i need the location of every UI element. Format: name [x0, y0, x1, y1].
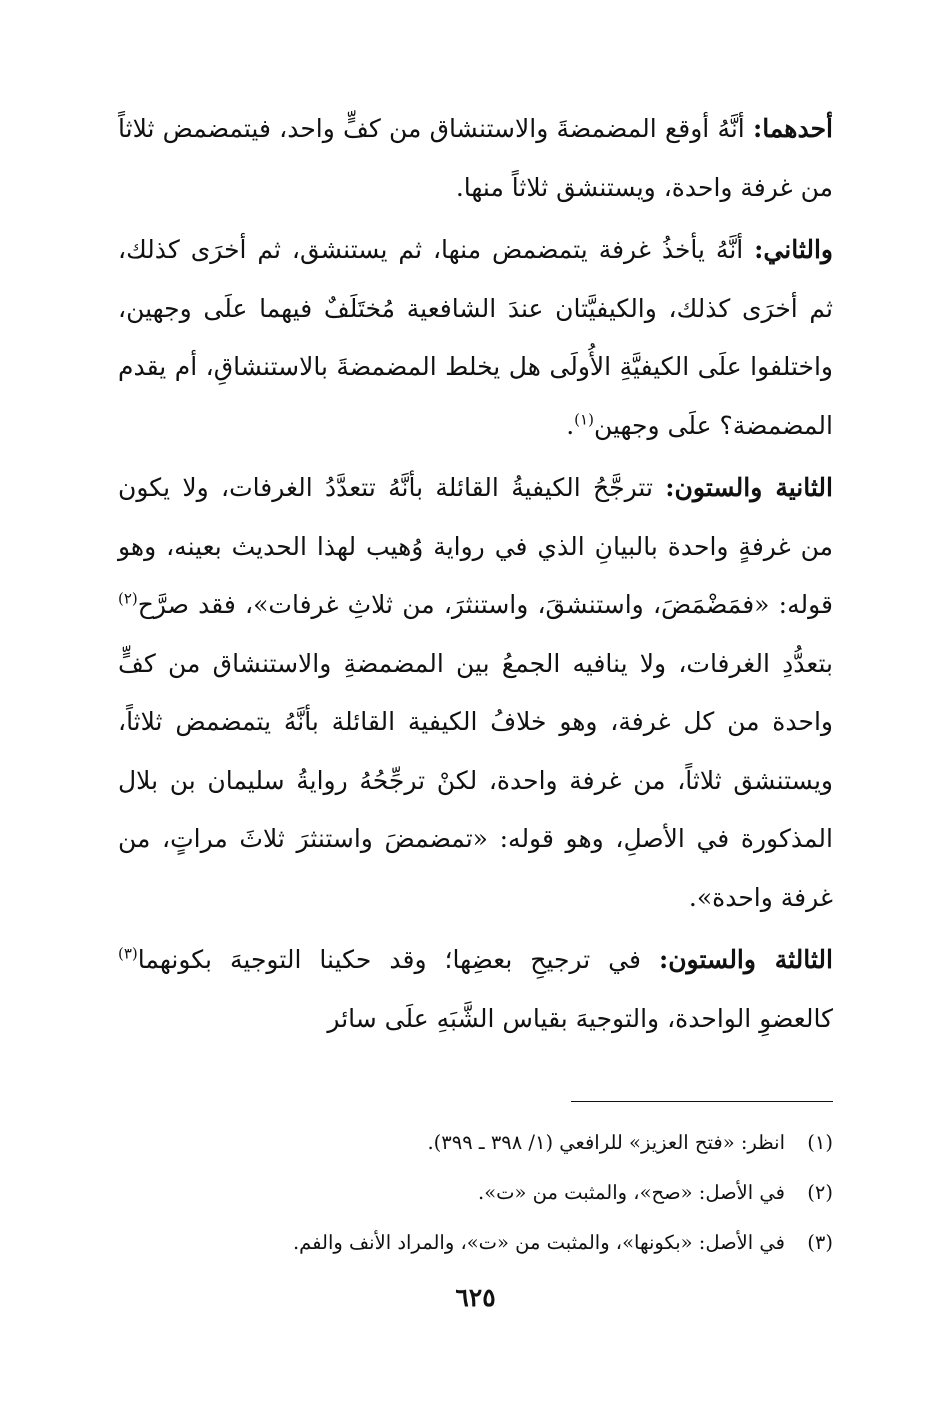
- footnote-marker[interactable]: (٢): [118, 589, 138, 608]
- paragraph-tail: .: [566, 410, 575, 440]
- footnote-text: في الأصل: «بكونها»، والمثبت من «ت»، والمراد الأنف والفم.: [292, 1231, 785, 1254]
- paragraph-text: أنَّهُ أوقع المضمضةَ والاستنشاق من كفٍّ واحد، فيتمضمض ثلاثاً من غرفة واحدة، ويستنشق ثلاثاً منها.: [118, 114, 833, 202]
- paragraph-sixty-three: [118, 931, 833, 1048]
- footnote-item: [118, 1118, 833, 1168]
- paragraph-sixty-two: [118, 459, 833, 927]
- footnote-divider: [571, 1101, 833, 1102]
- paragraph-tail: بتعدُّدِ الغرفات، ولا ينافيه الجمعُ بين المضمضةِ والاستنشاق من كفٍّ واحدة من كل غرفة، وهو خلافُ الكيفية القائلة بأنَّهُ يتمضمض ثلاثاً، ويستنشق ثلاثاً، من غرفة واحدة، لكنْ ترجِّحُهُ روايةُ سليمان بن بلال المذكورة في الأصلِ، وهو قوله: «تمضمضَ واستنثرَ ثلاثَ مراتٍ، من غرفة واحدة».: [118, 648, 833, 912]
- footnote-item: [118, 1218, 833, 1268]
- paragraph-lead: والثاني:: [754, 235, 833, 264]
- paragraph-text: تترجَّحُ الكيفيةُ القائلة بأنَّهُ تتعدَّدُ الغرفات، ولا يكون من غرفةٍ واحدة بالبيانِ الذي في رواية وُهيب لهذا الحديث بعينه، وهو قوله: «فمَضْمَضَ، واستنشقَ، واستنثرَ، من ثلاثِ غرفات»، فقد صرَّح: [118, 473, 833, 619]
- footnotes: [118, 1118, 833, 1268]
- footnote-number: (١): [807, 1131, 833, 1154]
- footnote-text: في الأصل: «صح»، والمثبت من «ت».: [478, 1181, 785, 1204]
- paragraph-lead: الثالثة والستون:: [658, 945, 833, 974]
- footnote-item: [118, 1168, 833, 1218]
- page-number: ٦٢٥: [455, 1283, 496, 1312]
- footnote-number: (٣): [807, 1231, 833, 1254]
- footnote-number: (٢): [807, 1181, 833, 1204]
- footnote-text: انظر: «فتح العزيز» للرافعي (١/ ٣٩٨ ـ ٣٩٩).: [427, 1131, 785, 1154]
- paragraph-text: أنَّهُ يأخذُ غرفة يتمضمض منها، ثم يستنشق، ثم أخرَى كذلك، ثم أخرَى كذلك، والكيفيَّتان عندَ الشافعية مُختَلَفٌ فيهما علَى وجهين، واختلفوا علَى الكيفيَّةِ الأُولَى هل يخلط المضمضةَ بالاستنشاقِ، أم يقدم المضمضة؟ علَى وجهين: [118, 235, 833, 440]
- paragraph-first: [118, 100, 833, 217]
- paragraph-tail: كالعضوِ الواحدة، والتوجيهَ بقياس الشَّبَهِ علَى سائر: [327, 1003, 833, 1033]
- footnote-marker[interactable]: (٣): [118, 944, 138, 963]
- paragraph-lead: أحدهما:: [752, 114, 833, 143]
- paragraph-second: [118, 221, 833, 455]
- paragraph-lead: الثانية والستون:: [665, 473, 833, 502]
- footnote-marker[interactable]: (١): [574, 410, 594, 429]
- body-text: [118, 100, 833, 1048]
- paragraph-text: في ترجيحِ بعضِها؛ وقد حكينا التوجيهَ بكونهما: [137, 945, 659, 974]
